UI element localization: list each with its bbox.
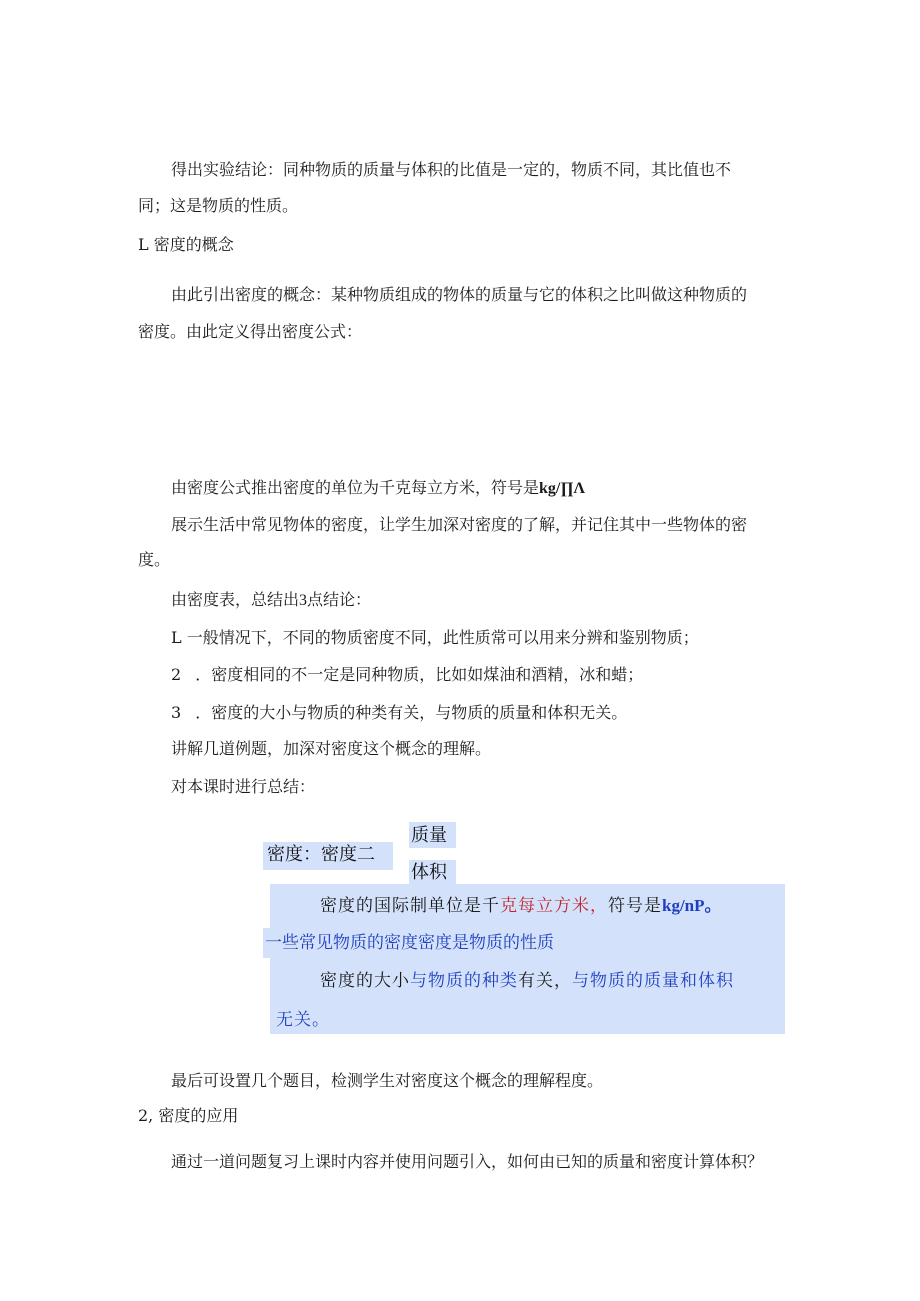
conclusion-line-1: 得出实验结论：同种物质的质量与体积的比值是一定的，物质不同，其比值也不 [171,160,732,179]
unit-summary-symbol: kg/nP。 [662,896,722,915]
unit-summary-mid: 符号是 [608,896,662,916]
table-intro-a: 由密度表，总结出 [171,590,300,609]
point-3-text: ．密度的大小与物质的种类有关，与物质的质量和体积无关。 [195,703,628,722]
unit-summary-line [320,895,722,917]
size-c: 有关， [518,971,572,991]
unit-summary-prefix: 密度的国际制单位是千 [320,896,500,916]
application-line: 通过一道问题复习上课时内容并使用问题引入，如何由已知的质量和密度计算体积？ [171,1152,764,1171]
formula-numerator: 质量 [411,825,447,846]
common-substances-line: 一些常见物质的密度密度是物质的性质 [265,933,554,953]
concept-line-2: 密度。由此定义得出密度公式： [138,322,363,341]
point-2-text: ．密度相同的不一定是同种物质，比如如煤油和酒精，冰和蜡； [195,665,644,684]
size-line-1 [320,970,734,992]
size-line-2: 无关。 [276,1010,330,1030]
point-2-number: 2 [171,665,182,684]
heading-density-concept: L 密度的概念 [138,235,234,254]
size-a: 密度的大小 [320,971,410,991]
size-b: 与物质的种类 [410,971,518,991]
size-d: 与物质的质量和体积 [572,971,734,991]
show-line-2: 度。 [138,550,171,569]
summary-intro: 对本课时进行总结： [171,777,316,796]
point-1: L 一般情况下，不同的物质密度不同，此性质常可以用来分辨和鉴别物质； [171,628,699,647]
point-3-number: 3 [171,703,182,722]
table-intro [171,589,371,612]
final-check-line: 最后可设置几个题目，检测学生对密度这个概念的理解程度。 [171,1071,604,1090]
examples-line: 讲解几道例题，加深对密度这个概念的理解。 [171,739,492,758]
point-2 [171,664,643,686]
unit-line [171,477,585,500]
table-intro-b: 点结论： [307,590,372,609]
concept-line-1: 由此引出密度的概念：某种物质组成的物体的质量与它的体积之比叫做这种物质的 [171,285,748,304]
unit-text: 由密度公式推出密度的单位为千克每立方米，符号是 [171,478,540,497]
heading-density-application: 2, 密度的应用 [138,1106,239,1125]
unit-symbol: kg/∏Λ [539,480,585,497]
show-line-1: 展示生活中常见物体的密度，让学生加深对密度的了解，并记住其中一些物体的密 [171,515,748,534]
table-intro-number: 3 [299,592,308,609]
formula-denominator: 体积 [411,862,447,883]
formula-label: 密度：密度二 [267,844,375,865]
conclusion-line-2: 同；这是物质的性质。 [138,196,299,215]
point-3 [171,702,627,724]
unit-summary-red: 克每立方米， [500,896,608,916]
